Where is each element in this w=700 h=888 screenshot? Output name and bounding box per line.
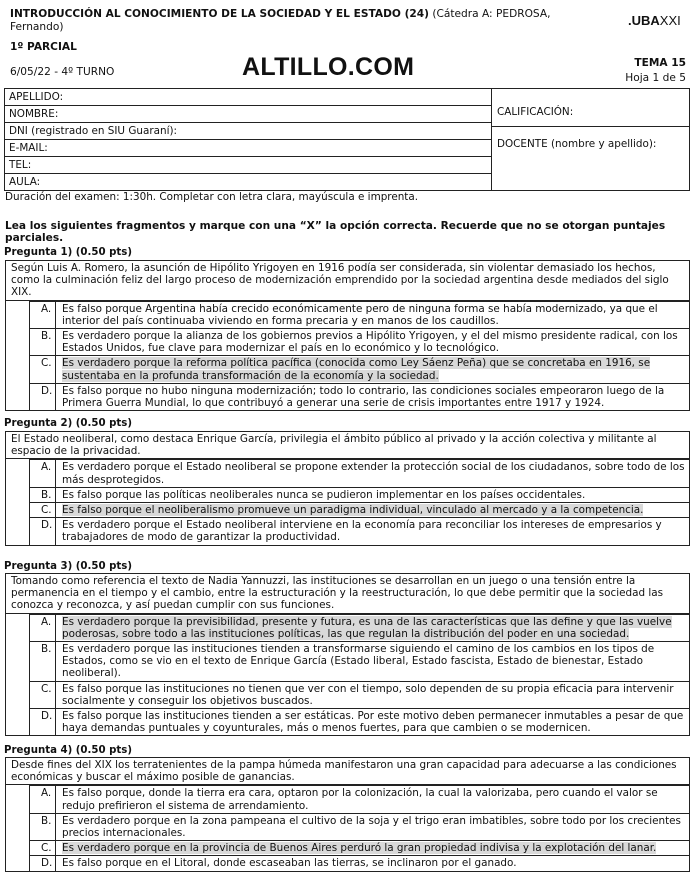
option-letter: A. [29,460,55,486]
grading-cell [492,89,690,191]
nombre-field[interactable]: NOMBRE: [5,106,492,123]
tel-field[interactable]: TEL: [5,157,492,174]
exam-duration: Duración del examen: 1:30h. Completar con letra clara, mayúscula e imprenta. [5,191,419,203]
watermark-text: ALTILLO.COM [242,53,415,81]
email-field[interactable]: E-MAIL: [5,140,492,157]
option-letter: D. [29,518,55,544]
course-title-bold: INTRODUCCIÓN AL CONOCIMIENTO DE LA SOCIEDAD Y EL ESTADO (24) [10,8,429,20]
option-letter: A. [29,302,55,328]
option-text: Es verdadero porque la alianza de los gobiernos previos a Hipólito Yrigoyen, y el del mismo presidente radical, con los Estados Unidos, fue clave para modernizar el país en lo económico y lo tecnológico. [55,329,689,355]
uba-logo-bold: .UBA [628,13,660,28]
option-letter: C. [29,503,55,517]
question-label: Pregunta 3) (0.50 pts) [4,561,133,572]
option-a[interactable] [29,301,689,328]
tema-number: TEMA 15 [634,57,686,69]
option-c-highlighted[interactable] [29,355,689,382]
option-text: Es verdadero porque el Estado neoliberal se propone extender la protección social de los ciudadanos, sobre todo de los más desprotegidos. [55,460,689,486]
question-label: Pregunta 2) (0.50 pts) [4,418,133,429]
course-title [10,8,570,34]
option-b[interactable] [29,487,689,502]
aula-field[interactable]: AULA: [5,174,492,191]
option-c-highlighted[interactable] [29,502,689,517]
option-letter: C. [29,682,55,708]
option-text: Es falso porque no hubo ninguna modernización; todo lo contrario, las condiciones sociales empeoraron luego de la Primera Guerra Mundial, lo que contribuyó a generar una serie de crisis importantes entre 1917 y 1924. [55,384,689,410]
option-text [55,356,689,382]
option-letter: A. [29,786,55,812]
option-letter: C. [29,841,55,855]
option-b[interactable] [29,641,689,681]
option-text: Es falso porque las políticas neoliberales nunca se pudieron implementar en los países occidentales. [55,488,689,502]
question-stem: Según Luis A. Romero, la asunción de Hipólito Yrigoyen en 1916 podía ser considerada, sin violentar demasiado los hechos, como la culminación feliz del largo proceso de modernización emprendido por la sociedad argentina desde mediados del siglo XIX. [6,261,689,301]
option-letter: A. [29,615,55,641]
option-a[interactable] [29,459,689,486]
page-number: Hoja 1 de 5 [625,72,686,84]
option-d[interactable] [29,517,689,544]
option-c-highlighted[interactable] [29,840,689,855]
course-title-rest: (Cátedra A: PEDROSA, Fernando) [10,8,551,33]
docente-field[interactable]: DOCENTE (nombre y apellido): [497,138,657,150]
option-letter: B. [29,642,55,681]
question-label: Pregunta 4) (0.50 pts) [4,745,133,756]
option-text: Es verdadero porque las instituciones tienden a transformarse siguiendo el camino de los cambios en los tipos de Estados, como se vio en el texto de Enrique García (Estado liberal, Estado fascista, Estado de bienestar, Estado neoliberal). [55,642,689,681]
option-text: Es falso porque las instituciones tienden a ser estáticas. Por este motivo deben permanecer inmutables a pesar de que haya demandas puntuales y coyunturales, más o menos fuertes, para que cambien o se modernicen. [55,709,689,735]
option-d[interactable] [29,383,689,410]
option-a[interactable] [29,785,689,812]
option-c[interactable] [29,681,689,708]
option-text: Es falso porque, donde la tierra era cara, optaron por la colonización, la cual la valorizaba, pero cuando el valor se redujo prefirieron el sistema de arrendamiento. [55,786,689,812]
option-letter: D. [29,384,55,410]
highlighted-answer: Es verdadero porque la previsibilidad, presente y futura, es una de las características que las define y que las vuelve poderosas, sobre todo a las instituciones políticas, las que regulan la distribución del poder en una sociedad. [62,615,672,640]
option-text: Es falso porque Argentina había crecido económicamente pero de ninguna forma se había modernizado, ya que el interior del país continuaba viviendo en forma precaria y en manos de los caudillos. [55,302,689,328]
option-a-highlighted[interactable] [29,614,689,641]
option-letter: B. [29,488,55,502]
option-letter: C. [29,356,55,382]
question-stem: El Estado neoliberal, como destaca Enrique García, privilegia el ámbito público al privado y la acción colectiva y militante al espacio de la privacidad. [6,432,689,459]
option-text [55,615,689,641]
exam-date-turn: 6/05/22 - 4º TURNO [10,66,115,78]
option-text: Es falso porque las instituciones no tienen que ver con el tiempo, solo dependen de su propia eficacia para intervenir socialmente y conseguir los objetivos buscados. [55,682,689,708]
option-letter: D. [29,856,55,870]
option-text: Es falso porque en el Litoral, donde escaseaban las tierras, se inclinaron por el ganado. [55,856,689,870]
highlighted-answer: Es verdadero porque la reforma política pacífica (conocida como Ley Sáenz Peña) que se concretaba en 1916, se sustentaba en la profunda transformación de la economía y la sociedad. [62,357,651,382]
question-3 [5,573,690,736]
question-stem: Tomando como referencia el texto de Nadia Yannuzzi, las instituciones se desarrollan en un juego o una tensión entre la permanencia en el tiempo y el cambio, entre la estructuración y la reestructuración, lo que debe permitir que la sociedad las conozca y reconozca, y así puedan cumplir con sus funciones. [6,574,689,614]
uba-xxi-logo [628,15,681,27]
option-letter: B. [29,814,55,840]
option-letter: D. [29,709,55,735]
question-1 [5,260,690,411]
dni-field[interactable]: DNI (registrado en SIU Guaraní): [5,123,492,140]
question-stem: Desde fines del XIX los terratenientes de la pampa húmeda manifestaron una gran capacidad para adecuarse a las condiciones económicas y buscar el máximo posible de ganancias. [6,758,689,785]
apellido-field[interactable]: APELLIDO: [5,89,492,106]
question-label: Pregunta 1) (0.50 pts) [4,247,133,258]
option-d[interactable] [29,708,689,735]
highlighted-answer: Es falso porque el neoliberalismo promueve un paradigma individual, vinculado al mercado y a la competencia. [62,504,644,517]
option-text: Es verdadero porque en la zona pampeana el cultivo de la soja y el trigo eran imbatibles, sobre todo por los crecientes precios internacionales. [55,814,689,840]
option-text [55,841,689,855]
instructions: Lea los siguientes fragmentos y marque con una “X” la opción correcta. Recuerde que no se otorgan puntajes parciales. [5,220,666,245]
calificacion-field[interactable]: CALIFICACIÓN: [492,89,689,127]
student-info-table [4,88,690,191]
option-text [55,503,689,517]
option-b[interactable] [29,328,689,355]
option-text: Es verdadero porque el Estado neoliberal interviene en la economía para reconciliar los intereses de empresarios y trabajadores de modo de garantizar la productividad. [55,518,689,544]
highlighted-answer: Es verdadero porque en la provincia de Buenos Aires perduró la gran propiedad indivisa y la explotación del lanar. [62,842,657,855]
option-d[interactable] [29,855,689,870]
uba-logo-rest: XXI [659,13,681,28]
exam-name: 1º PARCIAL [10,41,77,53]
option-letter: B. [29,329,55,355]
question-4 [5,757,690,872]
option-b[interactable] [29,813,689,840]
question-2 [5,431,690,546]
